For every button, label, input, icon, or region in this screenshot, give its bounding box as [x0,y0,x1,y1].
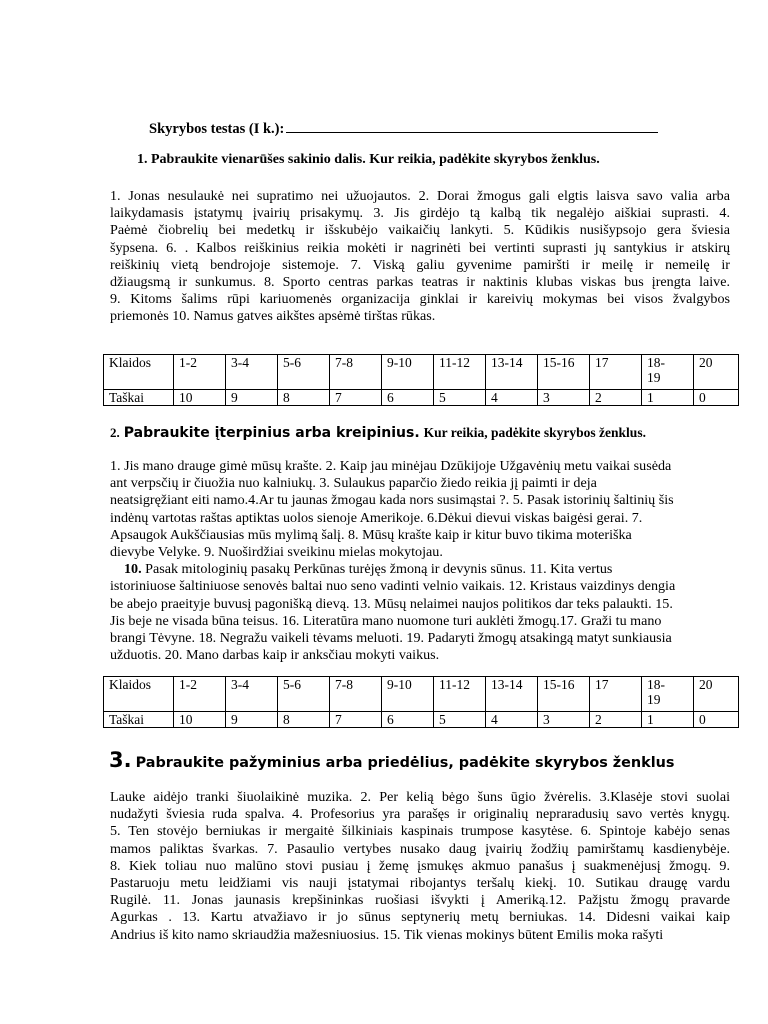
section1-line: džiaugsmą ir sunkumus. 8. Sporto centras parkas teatras ir naktinis klubas viskas bus įrengta laive. [110,274,730,291]
section3-line: Pastaruoju metu leidžiami vis nauji įstatymai ribojantys teršalų kiekį. 10. Sutikau draugę vardu [110,875,730,892]
table-cell: 20 [694,355,739,390]
section2-line: 1. Jis mano drauge gimė mūsų krašte. 2. Kaip jau minėjau Dzūkijoje Užgavėnių metu vaikai susėda [110,458,672,474]
table-cell: 9-10 [382,677,434,712]
section3-title: Pabraukite pažyminius arba priedėlius, padėkite skyrybos ženklus [135,755,675,771]
name-blank-line[interactable] [286,119,658,133]
section1-line: laikydamasis įstatymų įvairių prisakymų. 3. Jis girdėjo tą kalbą tik negalėjo aiškiai suprasti. 4. [110,205,730,222]
section3-line: Andrius iš kito namo skriaudžia mažesniuosius. 15. Tik vienas mokinys būtent Emilis moka rašyti [110,926,664,943]
section3-line: nudažyti šviesia ruda spalva. 4. Profesorius yra parašęs ir originalių nepraradusių savo vertės knygų. [110,806,730,823]
table-cell: 10 [174,712,226,728]
table-cell: 7 [330,390,382,406]
table-cell: 9 [226,390,278,406]
section3-number: 3. [109,748,132,772]
table-cell: 2 [590,712,642,728]
points-row [104,390,739,406]
table-cell: 5 [434,712,486,728]
table-cell: 2 [590,390,642,406]
section2-line: Jis beje ne visada būna teisus. 16. Literatūra mano nuomone turi auklėti žmogų.17. Graži tu mano [110,612,662,629]
table-cell: 8 [278,712,330,728]
table-cell: 0 [694,390,739,406]
section3-line: Rugilė. 11. Jonas jaunasis krepšininkas ruošiasi išvykti į Ameriką.12. Pažįstu žmogų pravarde [110,892,730,909]
scoring-table-1 [103,354,739,406]
section3-heading [109,748,674,772]
table-cell: 3 [538,712,590,728]
table-cell: 7-8 [330,677,382,712]
section2-line: brangi Tėvyne. 18. Negražu vaikeli tėvams meluoti. 19. Padaryti žmogų atsakingą matyt sunkiausia [110,630,672,647]
table-cell: Taškai [104,712,174,728]
section1-heading: 1. Pabraukite vienarūšes sakinio dalis. Kur reikia, padėkite skyrybos ženklus. [137,152,600,167]
section3-line: 5. Ten stovėjo berniukas ir mergaitė šilkiniais kaspinais trumpose kasytėse. 6. Spintoje kabėjo senas [110,823,730,840]
table-cell: 10 [174,390,226,406]
table-cell: 5-6 [278,677,330,712]
section3-line: Agurkas . 13. Kartu atvažiavo ir jo sūnus septynerių metų berniukas. 14. Didesni vaikai kaip [110,909,730,926]
section1-line: reiškinių vietą bendrojoje sistemoje. 7. Viską galiu gyvenime pamiršti ir meilę ir nemeilę ir [110,256,730,273]
section2-instruction: Kur reikia, padėkite skyrybos ženklus. [423,425,646,440]
table-cell: 9-10 [382,355,434,390]
points-row [104,712,739,728]
section2-heading [110,424,646,442]
section2-line: istoriniuose šaltiniuose senovės baltai nuo seno vadinti velnio vaikais. 12. Kristaus vaizdinys dengia [110,578,676,595]
section1-line: Paėmė čiobrelių bei medetkų ir išskubėjo vaikaičių lankyti. 5. Kūdikis nusišypsojo gera šviesia [110,222,730,239]
test-title-text: Skyrybos testas (I k.): [149,121,285,137]
section2-line: neatsigręžiant eiti namo.4.Ar tu jaunas žmogau kada nors susimąstai ?. 5. Pasak istorinių šaltinių šis [110,492,674,509]
scoring-table-2 [103,676,739,728]
table-cell: 4 [486,712,538,728]
table-cell: 3 [538,390,590,406]
section3-paragraph [110,789,730,944]
section2-line: indėnų vartotas raštas aptiktas uolos sienoje Amerikoje. 6.Dėkui dievui viskas baigėsi gerai. 7. [110,509,643,526]
table-cell: Klaidos [104,677,174,712]
section2-title: Pabraukite įterpinius arba kreipinius. [123,425,420,441]
table-cell: Taškai [104,390,174,406]
section2-line-text: Pasak mitologinių pasakų Perkūnas turėjęs žmoną ir devynis sūnus. 11. Kita vertus [141,561,613,578]
errors-row [104,677,739,712]
section2-line: dievybe Velyke. 9. Nuoširdžiai sveikinu mielas mokytojau. [110,544,443,561]
table-cell: 5 [434,390,486,406]
table-cell: 3-4 [226,677,278,712]
section1-line: šypsena. 6. . Kalbos reiškinius reikia mokėti ir nagrinėti bei vertinti suprasti jų santykius ir atskirų [110,239,730,256]
section1-line: 1. Jonas nesulaukė nei supratimo nei užuojautos. 2. Dorai žmogus gali elgtis laisva savo valia arba [110,188,730,204]
table-cell: 0 [694,712,739,728]
table-cell: 9 [226,712,278,728]
table-cell [642,355,694,390]
section2-number: 2. [110,425,120,440]
section2-line: ant verpsčių ir čiuožia nuo kalniukų. 3. Sulaukus paparčio žiedo reikia jį paimti ir deja [110,475,597,492]
test-title [149,119,658,138]
table-cell: 1 [642,390,694,406]
cell-text: 18-19 [647,355,665,385]
table-cell: 5-6 [278,355,330,390]
table-cell [642,677,694,712]
section2-line: užduotis. 20. Mano darbas kaip ir anksčiau mokyti vaikus. [110,647,440,664]
table-cell: 6 [382,712,434,728]
table-cell: 3-4 [226,355,278,390]
table-cell: 8 [278,390,330,406]
table-cell: 6 [382,390,434,406]
errors-row [104,355,739,390]
section1-paragraph [110,188,730,326]
table-cell: 1-2 [174,677,226,712]
table-cell: 17 [590,355,642,390]
table-cell: 4 [486,390,538,406]
table-cell: 11-12 [434,677,486,712]
table-cell: Klaidos [104,355,174,390]
section2-paragraph [110,458,730,664]
section3-line: mamos paliktas švarkas. 7. Pasaulio vertybes nusako daug įvairių žodžių pamirštamų kasdienybėje. [110,840,730,857]
section2-line: be abejo praeityje buvusį pagonišką dievą. 13. Mūsų nelaimei naujos politikos dar teks palaukti. 15. [110,595,673,612]
section2-line [110,561,730,578]
table-cell: 7 [330,712,382,728]
table-cell: 7-8 [330,355,382,390]
section1-line: 9. Kitoms šalims rūpi kariuomenės organizacija ginklai ir kareivių mokymas bei visos žvalgybos [110,291,730,308]
section3-line: Lauke aidėjo tranki šiuolaikinė muzika. 2. Per kelią bėgo šuns ūgio žvėrelis. 3.Klasėje stovi suolai [110,789,730,805]
sentence-number: 10. [124,561,142,578]
table-cell: 1 [642,712,694,728]
table-cell: 13-14 [486,355,538,390]
section3-line: 8. Kiek toliau nuo malūno stovi pusiau į žemę įsmukęs akmuo panašus į suakmenėjusį žmogų. 9. [110,857,730,874]
table-cell: 15-16 [538,355,590,390]
section1-line: priemonės 10. Namus gatves aikštes apsėmė tirštas rūkas. [110,308,436,325]
table-cell: 17 [590,677,642,712]
table-cell: 20 [694,677,739,712]
cell-text: 18-19 [647,677,665,707]
table-cell: 15-16 [538,677,590,712]
table-cell: 11-12 [434,355,486,390]
table-cell: 13-14 [486,677,538,712]
section2-line: Apsaugok Aukščiausias mūs mylimą šalį. 8. Mūsų krašte kaip ir kitur buvo tikima moteriška [110,526,632,543]
table-cell: 1-2 [174,355,226,390]
